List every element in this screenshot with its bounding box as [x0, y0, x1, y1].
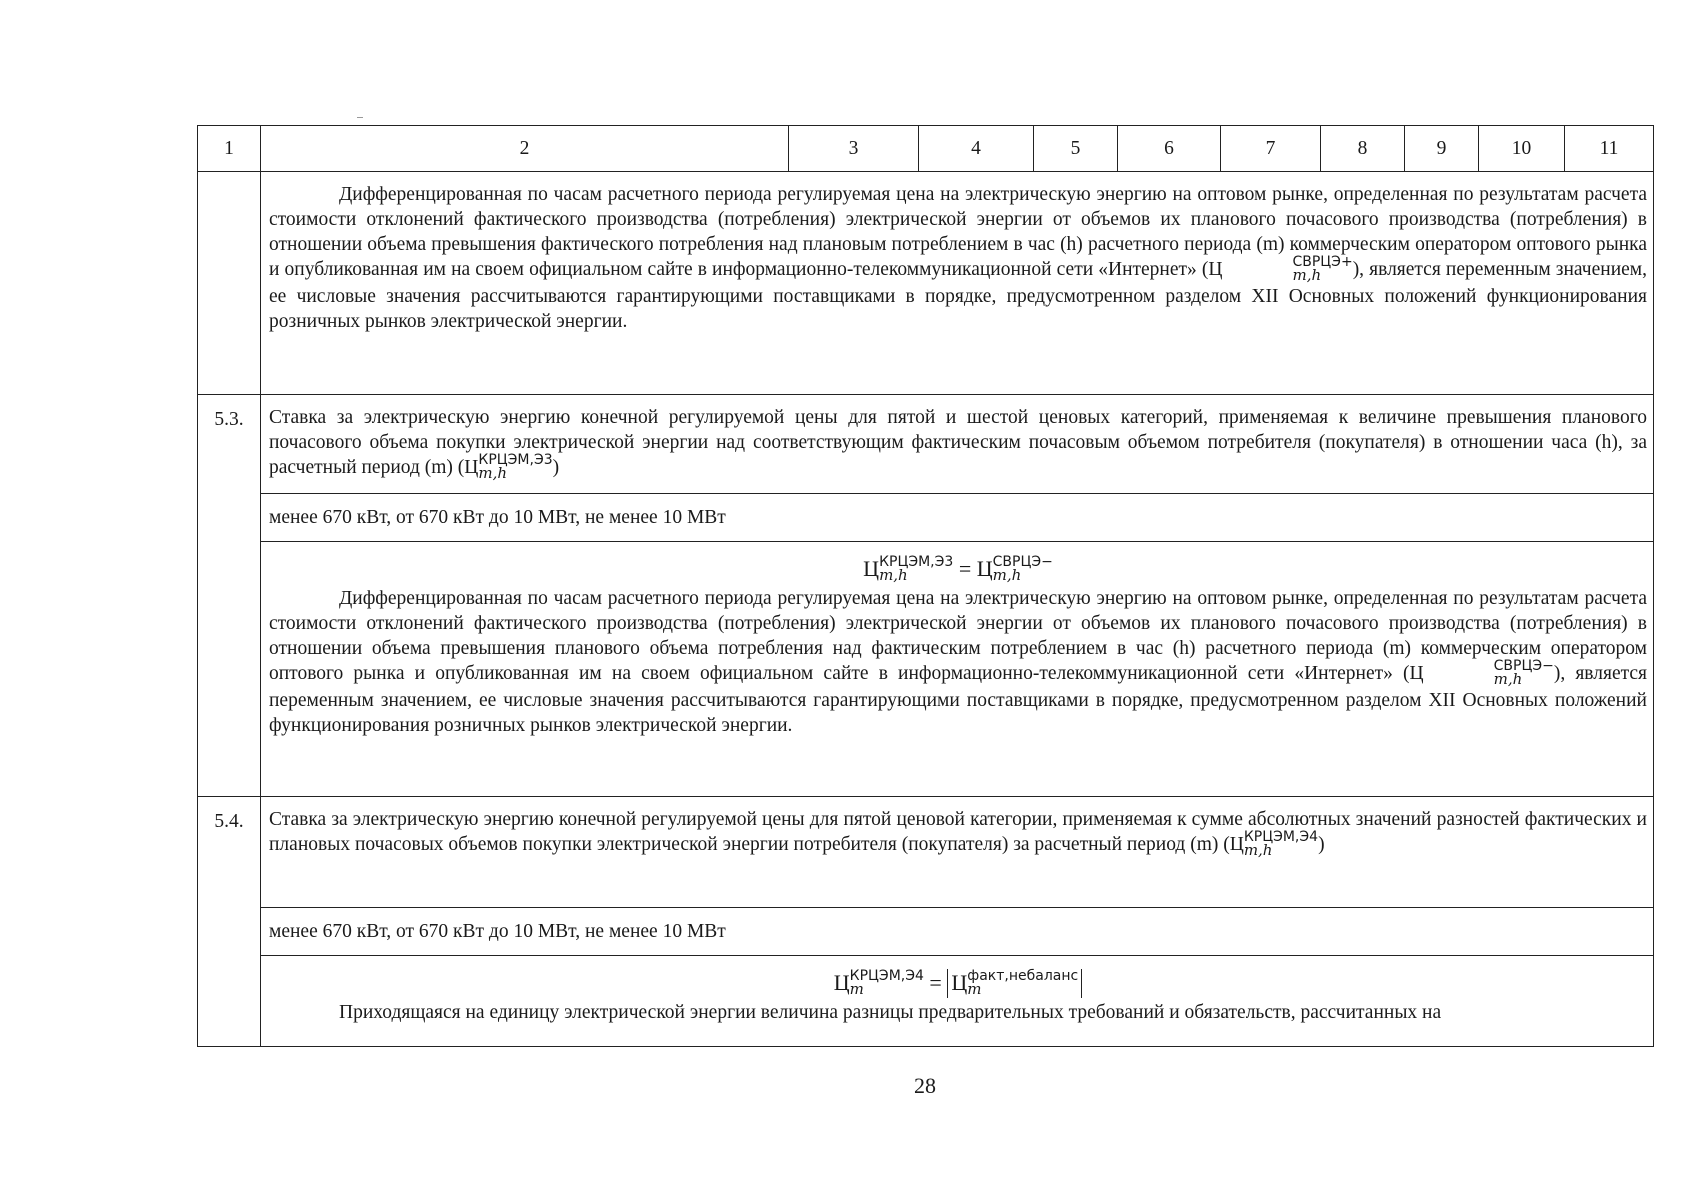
price-symbol: Ц СВРЦЭ− m,h [1409, 657, 1554, 688]
price-symbol: Ц КРЦЭМ,Э3 m,h [464, 451, 553, 482]
header-col-3: 3 [789, 126, 919, 172]
header-col-5: 5 [1034, 126, 1118, 172]
page-number: 28 [914, 1073, 936, 1098]
text-before: Дифференцированная по часам расчетного периода регулируемая цена на электрическую энергию на оптовом рынке, определенная по результатам расчета стоимости отклонений фактического производства (потребления) электрической энергии от объемов их планового почасового производства (потребления) в отношении объема превышения фактического потребления над плановым потреблением в час (h) расчетного периода (m) коммерческим оператором оптового рынка и опубликованная им на своем официальном сайте в информационно-телекоммуникационной сети «Интернет» ( [269, 184, 1647, 280]
row-5-4-title-text: Ставка за электрическую энергию конечной регулируемой цены для пятой ценовой категории, применяемая к сумме абсолютных значений разностей фактических и плановых почасовых объемов покупки электрической энергии потребителя (покупателя) за расчетный период (m) (Ц КРЦЭМ,Э4 m,h ) [269, 809, 1647, 859]
formula-5-4: Ц КРЦЭМ,Э4 m = Ц факт,небаланс m [269, 968, 1647, 998]
row-5-4-power [198, 908, 1654, 956]
header-col-4: 4 [919, 126, 1034, 172]
row-5-4-title [198, 797, 1654, 908]
row-continuation [198, 172, 1654, 395]
row-number-5-3: 5.3. [198, 395, 261, 797]
continuation-paragraph [269, 182, 1647, 334]
absolute-value-bars: Ц факт,небаланс m [947, 969, 1082, 998]
row-5-4-description: Приходящаяся на единицу электрической энергии величина разницы предварительных требований и обязательств, рассчитанных на [339, 1002, 1442, 1023]
row-5-3-title-text: Ставка за электрическую энергию конечной регулируемой цены для пятой и шестой ценовых категорий, применяемая к величине превышения планового почасового объема покупки электрической энергии над соответствующим фактическим почасовым объемом потребителя (покупателя) в отношении часа (h), за расчетный период (m) (Ц КРЦЭМ,Э3 m,h ) [269, 407, 1647, 482]
row-5-3-power-text: менее 670 кВт, от 670 кВт до 10 МВт, не менее 10 МВт [261, 494, 1654, 542]
price-symbol: Ц СВРЦЭ+ m,h [1208, 253, 1353, 284]
continuation-text-cell [261, 172, 1654, 395]
row-5-4-power-text: менее 670 кВт, от 670 кВт до 10 МВт, не менее 10 МВт [261, 908, 1654, 956]
text-after: ), является переменным значением, ее числовые значения рассчитываются гарантирующими поставщиками в порядке, предусмотренном разделом XII Основных положений функционирования розничных рынков электрической энергии. [269, 259, 1648, 332]
header-col-9: 9 [1405, 126, 1479, 172]
row-5-4-formula [198, 956, 1654, 1047]
header-col-10: 10 [1479, 126, 1565, 172]
scan-mark [357, 117, 363, 118]
price-symbol: Ц КРЦЭМ,Э4 m,h [1229, 828, 1319, 859]
header-col-8: 8 [1321, 126, 1405, 172]
row-5-3-formula-cell [261, 542, 1654, 797]
header-col-1: 1 [198, 126, 261, 172]
row-5-3-description: Дифференцированная по часам расчетного периода регулируемая цена на электрическую энергию на оптовом рынке, определенная по результатам расчета стоимости отклонений фактического производства (потребления) электрической энергии от объемов их планового почасового производства (потребления) в отношении объема превышения планового объема потребления над фактическим потреблением в час (h) расчетного периода (m) коммерческим оператором оптового рынка и опубликованная им на своем официальном сайте в информационно-телекоммуникационной сети «Интернет» (Ц СВРЦЭ− m,h ), является переменным значением, ее числовые значения рассчитываются гарантирующими поставщиками в порядке, предусмотренном разделом XII Основных положений функционирования розничных рынков электрической энергии. [269, 588, 1647, 736]
row-5-4-title-cell [261, 797, 1654, 908]
row-5-3-formula [198, 542, 1654, 797]
row-5-3-title-cell [261, 395, 1654, 494]
header-col-6: 6 [1118, 126, 1221, 172]
row-5-4-formula-cell [261, 956, 1654, 1047]
header-col-2: 2 [261, 126, 789, 172]
row-number-empty [198, 172, 261, 395]
header-col-7: 7 [1221, 126, 1321, 172]
tariff-table [197, 125, 1654, 1047]
formula-5-3: Ц КРЦЭМ,Э3 m,h = Ц СВРЦЭ− m,h [863, 553, 1053, 584]
row-5-3-power [198, 494, 1654, 542]
header-col-11: 11 [1565, 126, 1654, 172]
row-number-5-4: 5.4. [198, 797, 261, 1047]
header-row [198, 126, 1654, 172]
row-5-3-title [198, 395, 1654, 494]
